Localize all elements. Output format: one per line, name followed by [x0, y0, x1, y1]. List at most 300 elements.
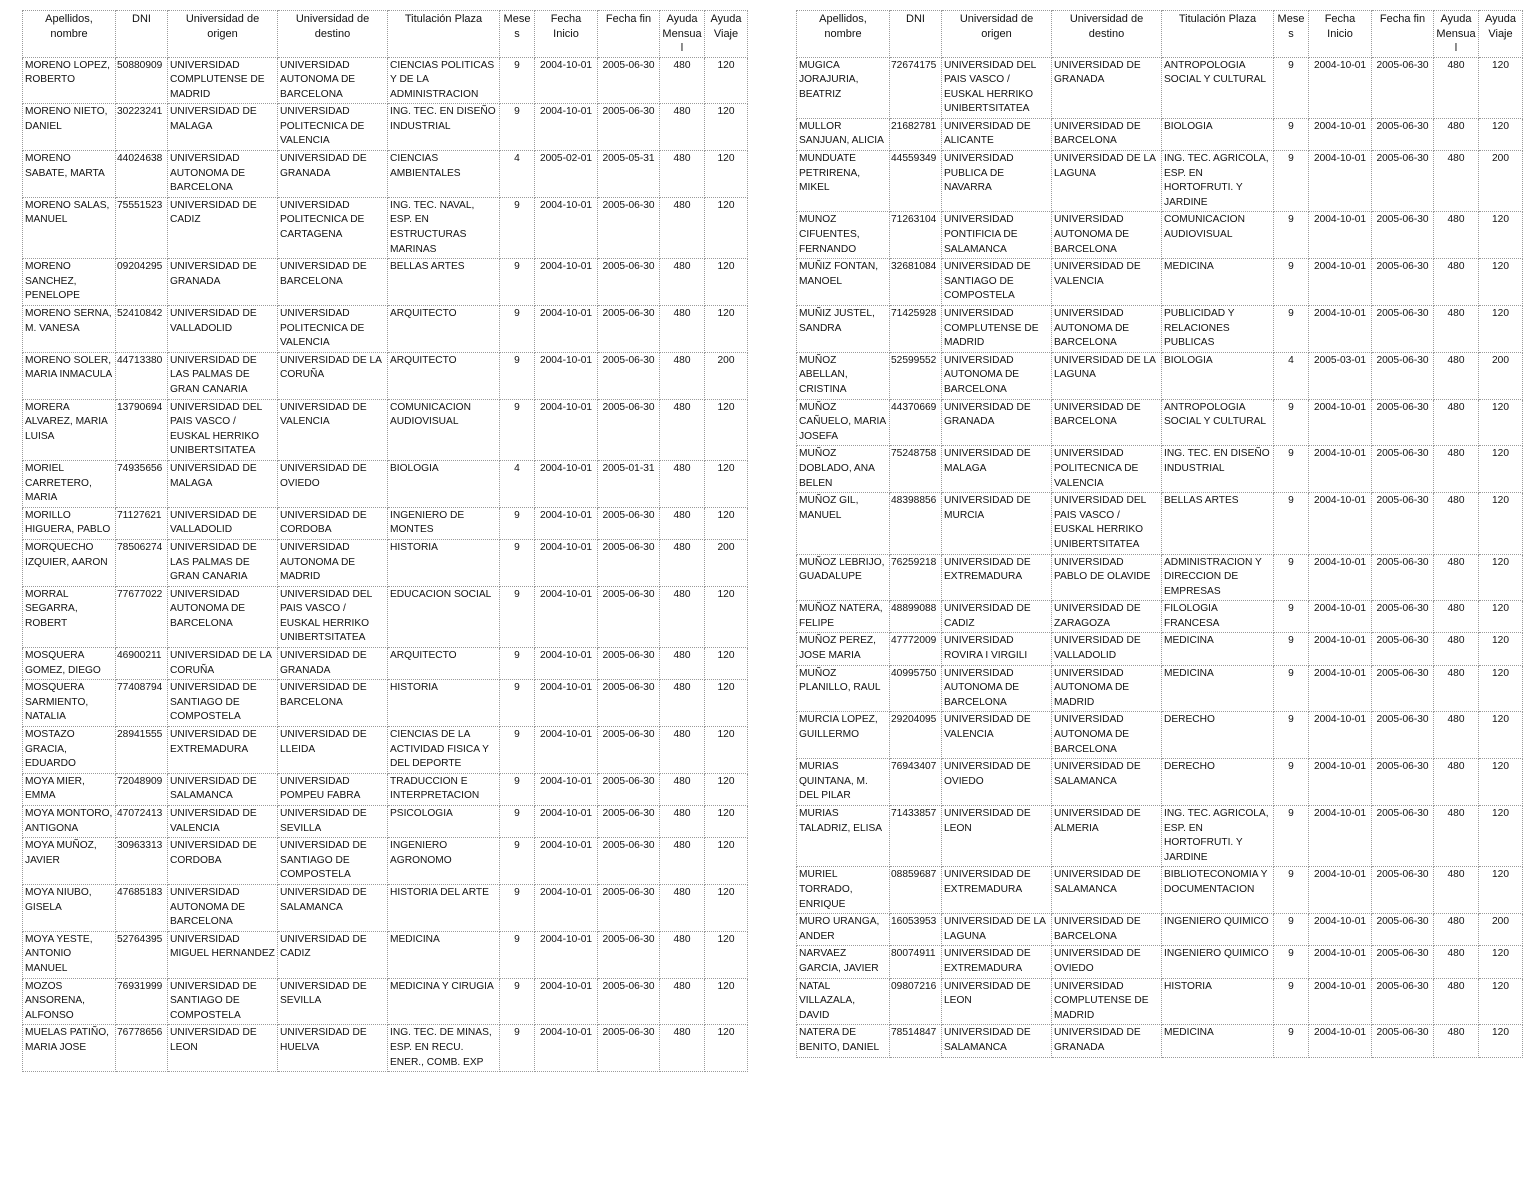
cell-nombre: MORENO SABATE, MARTA: [23, 151, 116, 198]
cell-fecha-inicio: 2004-10-01: [535, 648, 598, 680]
cell-nombre: MOSQUERA GOMEZ, DIEGO: [23, 648, 116, 680]
table-row: [797, 665, 1523, 712]
cell-universidad-destino: UNIVERSIDAD DEL PAIS VASCO / EUSKAL HERRIKO UNIBERTSITATEA: [278, 586, 388, 647]
cell-universidad-origen: UNIVERSIDAD DE EXTREMADURA: [168, 727, 278, 774]
header-dni: DNI: [890, 11, 942, 58]
cell-ayuda-viaje: 120: [1479, 399, 1523, 446]
cell-meses: 9: [500, 399, 535, 460]
cell-nombre: MUÑOZ PEREZ, JOSE MARIA: [797, 633, 890, 665]
cell-dni: 09807216: [890, 978, 942, 1025]
cell-dni: 76931999: [116, 978, 168, 1025]
header-fecha-fin: Fecha fin: [1372, 11, 1434, 58]
cell-dni: 72048909: [116, 773, 168, 805]
cell-universidad-destino: UNIVERSIDAD DE ALMERIA: [1052, 806, 1162, 867]
cell-nombre: MORERA ALVAREZ, MARIA LUISA: [23, 399, 116, 460]
table-row: [23, 539, 748, 586]
cell-fecha-inicio: 2004-10-01: [1309, 493, 1372, 554]
cell-universidad-origen: UNIVERSIDAD MIGUEL HERNANDEZ: [168, 931, 278, 978]
header-fecha-inicio: Fecha Inicio: [535, 11, 598, 58]
cell-nombre: MUÑOZ NATERA, FELIPE: [797, 601, 890, 633]
table-row: [23, 727, 748, 774]
cell-universidad-destino: UNIVERSIDAD DE VALENCIA: [278, 399, 388, 460]
cell-fecha-fin: 2005-06-30: [1372, 1025, 1434, 1057]
header-row: [23, 11, 748, 58]
cell-nombre: MURO URANGA, ANDER: [797, 914, 890, 946]
cell-meses: 9: [1274, 1025, 1309, 1057]
cell-titulacion: BIOLOGIA: [1162, 118, 1274, 150]
header-fecha-fin: Fecha fin: [598, 11, 660, 58]
cell-ayuda-viaje: 120: [705, 399, 748, 460]
cell-titulacion: HISTORIA: [388, 539, 500, 586]
cell-dni: 16053953: [890, 914, 942, 946]
cell-dni: 77677022: [116, 586, 168, 647]
cell-universidad-origen: UNIVERSIDAD DE LA LAGUNA: [942, 914, 1052, 946]
cell-nombre: MORIEL CARRETERO, MARIA: [23, 460, 116, 507]
cell-ayuda-viaje: 120: [705, 460, 748, 507]
cell-nombre: MOYA MIER, EMMA: [23, 773, 116, 805]
cell-fecha-inicio: 2004-10-01: [535, 306, 598, 353]
cell-universidad-origen: UNIVERSIDAD DEL PAIS VASCO / EUSKAL HERRIKO UNIBERTSITATEA: [168, 399, 278, 460]
cell-dni: 76943407: [890, 759, 942, 806]
cell-meses: 9: [1274, 259, 1309, 306]
cell-ayuda-viaje: 120: [1479, 712, 1523, 759]
cell-ayuda-mensual: 480: [1434, 118, 1479, 150]
cell-ayuda-viaje: 120: [1479, 665, 1523, 712]
cell-ayuda-mensual: 480: [1434, 306, 1479, 353]
cell-dni: 44024638: [116, 151, 168, 198]
cell-ayuda-viaje: 120: [1479, 1025, 1523, 1057]
table-row: [797, 493, 1523, 554]
cell-ayuda-mensual: 480: [1434, 601, 1479, 633]
table-row: [797, 118, 1523, 150]
cell-ayuda-viaje: 120: [1479, 946, 1523, 978]
table-row: [23, 838, 748, 885]
cell-fecha-fin: 2005-06-30: [598, 57, 660, 104]
table-row: [23, 680, 748, 727]
table-row: [23, 586, 748, 647]
cell-meses: 9: [500, 727, 535, 774]
cell-universidad-origen: UNIVERSIDAD AUTONOMA DE BARCELONA: [168, 586, 278, 647]
header-nombre: Apellidos, nombre: [797, 11, 890, 58]
cell-universidad-destino: UNIVERSIDAD DE VALLADOLID: [1052, 633, 1162, 665]
cell-titulacion: ARQUITECTO: [388, 306, 500, 353]
cell-dni: 78514847: [890, 1025, 942, 1057]
cell-universidad-origen: UNIVERSIDAD DE VALENCIA: [168, 806, 278, 838]
header-origen: Universidad de origen: [942, 11, 1052, 58]
cell-meses: 9: [500, 507, 535, 539]
cell-titulacion: MEDICINA: [388, 931, 500, 978]
cell-universidad-origen: UNIVERSIDAD PUBLICA DE NAVARRA: [942, 151, 1052, 212]
cell-titulacion: COMUNICACION AUDIOVISUAL: [1162, 212, 1274, 259]
table-row: [797, 867, 1523, 914]
cell-fecha-inicio: 2004-10-01: [1309, 259, 1372, 306]
table-row: [797, 759, 1523, 806]
cell-meses: 9: [1274, 493, 1309, 554]
cell-meses: 9: [500, 57, 535, 104]
cell-dni: 44559349: [890, 151, 942, 212]
table-row: [797, 712, 1523, 759]
cell-ayuda-viaje: 120: [1479, 259, 1523, 306]
cell-ayuda-mensual: 480: [660, 884, 705, 931]
cell-ayuda-mensual: 480: [1434, 978, 1479, 1025]
table-row: [23, 1025, 748, 1072]
cell-fecha-fin: 2005-06-30: [1372, 978, 1434, 1025]
cell-fecha-fin: 2005-06-30: [1372, 554, 1434, 601]
cell-ayuda-mensual: 480: [660, 648, 705, 680]
cell-universidad-destino: UNIVERSIDAD DE BARCELONA: [1052, 399, 1162, 446]
cell-titulacion: ARQUITECTO: [388, 648, 500, 680]
cell-universidad-destino: UNIVERSIDAD AUTONOMA DE BARCELONA: [1052, 306, 1162, 353]
cell-nombre: MORENO SOLER, MARIA INMACULA: [23, 352, 116, 399]
cell-nombre: MOYA NIUBO, GISELA: [23, 884, 116, 931]
cell-fecha-inicio: 2004-10-01: [1309, 554, 1372, 601]
cell-ayuda-mensual: 480: [660, 1025, 705, 1072]
cell-fecha-inicio: 2004-10-01: [1309, 665, 1372, 712]
cell-titulacion: PUBLICIDAD Y RELACIONES PUBLICAS: [1162, 306, 1274, 353]
cell-ayuda-mensual: 480: [660, 104, 705, 151]
cell-fecha-inicio: 2004-10-01: [1309, 212, 1372, 259]
cell-titulacion: INGENIERO DE MONTES: [388, 507, 500, 539]
header-ayuda-viaje: Ayuda Viaje: [1479, 11, 1523, 58]
cell-nombre: NATERA DE BENITO, DANIEL: [797, 1025, 890, 1057]
table-row: [23, 648, 748, 680]
cell-titulacion: INGENIERO QUIMICO: [1162, 946, 1274, 978]
cell-universidad-destino: UNIVERSIDAD DE SEVILLA: [278, 978, 388, 1025]
cell-titulacion: FILOLOGIA FRANCESA: [1162, 601, 1274, 633]
cell-nombre: MORENO SANCHEZ, PENELOPE: [23, 259, 116, 306]
cell-titulacion: HISTORIA: [1162, 978, 1274, 1025]
cell-ayuda-mensual: 480: [660, 151, 705, 198]
cell-ayuda-mensual: 480: [660, 399, 705, 460]
table-row: [23, 352, 748, 399]
cell-titulacion: EDUCACION SOCIAL: [388, 586, 500, 647]
table-row: [797, 978, 1523, 1025]
cell-ayuda-mensual: 480: [660, 806, 705, 838]
cell-fecha-inicio: 2004-10-01: [1309, 306, 1372, 353]
cell-ayuda-viaje: 120: [705, 104, 748, 151]
cell-dni: 71127621: [116, 507, 168, 539]
cell-universidad-destino: UNIVERSIDAD POLITECNICA DE VALENCIA: [278, 104, 388, 151]
cell-fecha-fin: 2005-06-30: [1372, 399, 1434, 446]
cell-fecha-fin: 2005-05-31: [598, 151, 660, 198]
cell-titulacion: ING. TEC. DE MINAS, ESP. EN RECU. ENER., COMB. EXP: [388, 1025, 500, 1072]
cell-meses: 9: [500, 1025, 535, 1072]
cell-meses: 9: [1274, 118, 1309, 150]
table-row: [23, 104, 748, 151]
cell-universidad-destino: UNIVERSIDAD DE GRANADA: [1052, 57, 1162, 118]
cell-ayuda-viaje: 120: [705, 838, 748, 885]
cell-ayuda-viaje: 120: [705, 586, 748, 647]
cell-fecha-fin: 2005-06-30: [598, 539, 660, 586]
cell-dni: 47072413: [116, 806, 168, 838]
cell-universidad-destino: UNIVERSIDAD DE BARCELONA: [1052, 914, 1162, 946]
cell-ayuda-mensual: 480: [660, 727, 705, 774]
cell-fecha-fin: 2005-06-30: [598, 399, 660, 460]
cell-nombre: MOSQUERA SARMIENTO, NATALIA: [23, 680, 116, 727]
cell-meses: 9: [1274, 57, 1309, 118]
cell-meses: 9: [500, 539, 535, 586]
cell-dni: 30963313: [116, 838, 168, 885]
cell-meses: 9: [500, 197, 535, 258]
cell-meses: 9: [1274, 446, 1309, 493]
table-body-right: [797, 57, 1523, 1057]
cell-nombre: MOSTAZO GRACIA, EDUARDO: [23, 727, 116, 774]
cell-meses: 9: [500, 773, 535, 805]
cell-fecha-inicio: 2004-10-01: [535, 1025, 598, 1072]
table-row: [797, 554, 1523, 601]
cell-universidad-origen: UNIVERSIDAD DE LEON: [168, 1025, 278, 1072]
cell-universidad-destino: UNIVERSIDAD DE LA LAGUNA: [1052, 352, 1162, 399]
cell-universidad-destino: UNIVERSIDAD DE BARCELONA: [278, 259, 388, 306]
cell-meses: 9: [500, 838, 535, 885]
cell-nombre: MURIEL TORRADO, ENRIQUE: [797, 867, 890, 914]
cell-meses: 9: [1274, 806, 1309, 867]
cell-meses: 9: [1274, 399, 1309, 446]
cell-titulacion: MEDICINA Y CIRUGIA: [388, 978, 500, 1025]
cell-ayuda-mensual: 480: [660, 57, 705, 104]
cell-dni: 29204095: [890, 712, 942, 759]
cell-fecha-fin: 2005-01-31: [598, 460, 660, 507]
table-row: [23, 460, 748, 507]
cell-meses: 4: [500, 460, 535, 507]
cell-fecha-inicio: 2004-10-01: [1309, 57, 1372, 118]
table-row: [797, 57, 1523, 118]
cell-fecha-inicio: 2004-10-01: [535, 727, 598, 774]
cell-dni: 28941555: [116, 727, 168, 774]
cell-universidad-origen: UNIVERSIDAD DEL PAIS VASCO / EUSKAL HERRIKO UNIBERTSITATEA: [942, 57, 1052, 118]
cell-ayuda-mensual: 480: [660, 259, 705, 306]
cell-universidad-origen: UNIVERSIDAD DE MALAGA: [168, 460, 278, 507]
cell-universidad-origen: UNIVERSIDAD DE CADIZ: [942, 601, 1052, 633]
cell-fecha-inicio: 2004-10-01: [1309, 712, 1372, 759]
cell-ayuda-mensual: 480: [1434, 212, 1479, 259]
header-fecha-inicio: Fecha Inicio: [1309, 11, 1372, 58]
cell-universidad-origen: UNIVERSIDAD DE VALLADOLID: [168, 306, 278, 353]
cell-fecha-fin: 2005-06-30: [1372, 806, 1434, 867]
cell-universidad-destino: UNIVERSIDAD DE OVIEDO: [1052, 946, 1162, 978]
cell-ayuda-mensual: 480: [1434, 914, 1479, 946]
header-titulacion: Titulación Plaza: [388, 11, 500, 58]
cell-titulacion: INGENIERO QUIMICO: [1162, 914, 1274, 946]
cell-dni: 71425928: [890, 306, 942, 353]
cell-nombre: MUNOZ CIFUENTES, FERNANDO: [797, 212, 890, 259]
cell-universidad-destino: UNIVERSIDAD DE OVIEDO: [278, 460, 388, 507]
cell-fecha-fin: 2005-06-30: [598, 197, 660, 258]
cell-universidad-origen: UNIVERSIDAD DE CADIZ: [168, 197, 278, 258]
cell-ayuda-viaje: 120: [705, 884, 748, 931]
cell-universidad-destino: UNIVERSIDAD DE CORDOBA: [278, 507, 388, 539]
cell-ayuda-mensual: 480: [660, 838, 705, 885]
table-row: [797, 946, 1523, 978]
cell-universidad-origen: UNIVERSIDAD DE LAS PALMAS DE GRAN CANARIA: [168, 539, 278, 586]
cell-titulacion: ING. TEC. EN DISEÑO INDUSTRIAL: [388, 104, 500, 151]
cell-fecha-inicio: 2004-10-01: [1309, 978, 1372, 1025]
header-destino: Universidad de destino: [278, 11, 388, 58]
cell-dni: 77408794: [116, 680, 168, 727]
cell-ayuda-viaje: 120: [1479, 978, 1523, 1025]
cell-universidad-destino: UNIVERSIDAD AUTONOMA DE MADRID: [278, 539, 388, 586]
cell-dni: 52764395: [116, 931, 168, 978]
cell-nombre: MUELAS PATIÑO, MARIA JOSE: [23, 1025, 116, 1072]
cell-ayuda-viaje: 200: [705, 539, 748, 586]
cell-dni: 72674175: [890, 57, 942, 118]
table-row: [797, 806, 1523, 867]
cell-fecha-inicio: 2004-10-01: [1309, 399, 1372, 446]
cell-universidad-origen: UNIVERSIDAD DE LAS PALMAS DE GRAN CANARIA: [168, 352, 278, 399]
cell-ayuda-viaje: 120: [1479, 118, 1523, 150]
cell-ayuda-viaje: 120: [1479, 601, 1523, 633]
cell-universidad-destino: UNIVERSIDAD DE GRANADA: [1052, 1025, 1162, 1057]
cell-ayuda-viaje: 120: [1479, 446, 1523, 493]
cell-fecha-fin: 2005-06-30: [598, 838, 660, 885]
header-nombre: Apellidos, nombre: [23, 11, 116, 58]
cell-nombre: NATAL VILLAZALA, DAVID: [797, 978, 890, 1025]
cell-fecha-fin: 2005-06-30: [1372, 867, 1434, 914]
table-row: [23, 197, 748, 258]
cell-fecha-fin: 2005-06-30: [598, 727, 660, 774]
cell-meses: 9: [500, 104, 535, 151]
cell-titulacion: BIOLOGIA: [388, 460, 500, 507]
cell-titulacion: MEDICINA: [1162, 633, 1274, 665]
table-row: [23, 773, 748, 805]
cell-fecha-inicio: 2004-10-01: [1309, 601, 1372, 633]
cell-titulacion: MEDICINA: [1162, 665, 1274, 712]
table-row: [797, 151, 1523, 212]
cell-titulacion: MEDICINA: [1162, 259, 1274, 306]
cell-titulacion: DERECHO: [1162, 759, 1274, 806]
cell-ayuda-mensual: 480: [1434, 665, 1479, 712]
cell-ayuda-viaje: 120: [1479, 493, 1523, 554]
cell-universidad-origen: UNIVERSIDAD DE MALAGA: [942, 446, 1052, 493]
cell-dni: 80074911: [890, 946, 942, 978]
cell-meses: 9: [1274, 946, 1309, 978]
cell-dni: 32681084: [890, 259, 942, 306]
left-page: [22, 10, 747, 1072]
cell-titulacion: ING. TEC. EN DISEÑO INDUSTRIAL: [1162, 446, 1274, 493]
cell-meses: 9: [1274, 633, 1309, 665]
cell-meses: 9: [500, 648, 535, 680]
cell-ayuda-viaje: 200: [705, 352, 748, 399]
cell-fecha-fin: 2005-06-30: [598, 507, 660, 539]
cell-nombre: MORENO SALAS, MANUEL: [23, 197, 116, 258]
cell-meses: 9: [1274, 601, 1309, 633]
cell-universidad-destino: UNIVERSIDAD AUTONOMA DE BARCELONA: [1052, 712, 1162, 759]
cell-universidad-origen: UNIVERSIDAD DE OVIEDO: [942, 759, 1052, 806]
cell-ayuda-mensual: 480: [660, 197, 705, 258]
cell-fecha-fin: 2005-06-30: [598, 259, 660, 306]
cell-fecha-fin: 2005-06-30: [598, 884, 660, 931]
table-row: [797, 399, 1523, 446]
cell-ayuda-viaje: 120: [1479, 57, 1523, 118]
cell-nombre: MUÑIZ FONTAN, MANOEL: [797, 259, 890, 306]
cell-ayuda-viaje: 120: [705, 197, 748, 258]
cell-fecha-inicio: 2004-10-01: [1309, 914, 1372, 946]
cell-universidad-origen: UNIVERSIDAD DE VALENCIA: [942, 712, 1052, 759]
header-destino: Universidad de destino: [1052, 11, 1162, 58]
cell-fecha-inicio: 2004-10-01: [535, 352, 598, 399]
cell-universidad-destino: UNIVERSIDAD DE SANTIAGO DE COMPOSTELA: [278, 838, 388, 885]
header-ayuda-viaje: Ayuda Viaje: [705, 11, 748, 58]
cell-fecha-inicio: 2004-10-01: [1309, 151, 1372, 212]
cell-universidad-origen: UNIVERSIDAD COMPLUTENSE DE MADRID: [942, 306, 1052, 353]
header-ayuda-mensual: Ayuda Mensual: [660, 11, 705, 58]
cell-universidad-destino: UNIVERSIDAD COMPLUTENSE DE MADRID: [1052, 978, 1162, 1025]
cell-titulacion: BIBLIOTECONOMIA Y DOCUMENTACION: [1162, 867, 1274, 914]
cell-fecha-inicio: 2004-10-01: [535, 197, 598, 258]
cell-universidad-destino: UNIVERSIDAD DE HUELVA: [278, 1025, 388, 1072]
cell-fecha-inicio: 2004-10-01: [535, 806, 598, 838]
cell-titulacion: ING. TEC. AGRICOLA, ESP. EN HORTOFRUTI. Y JARDINE: [1162, 151, 1274, 212]
cell-nombre: MOZOS ANSORENA, ALFONSO: [23, 978, 116, 1025]
cell-fecha-fin: 2005-06-30: [1372, 212, 1434, 259]
cell-nombre: MORENO SERNA, M. VANESA: [23, 306, 116, 353]
cell-ayuda-viaje: 120: [705, 680, 748, 727]
cell-titulacion: TRADUCCION E INTERPRETACION: [388, 773, 500, 805]
cell-fecha-fin: 2005-06-30: [1372, 306, 1434, 353]
cell-ayuda-viaje: 120: [705, 57, 748, 104]
cell-universidad-origen: UNIVERSIDAD DE ALICANTE: [942, 118, 1052, 150]
cell-ayuda-viaje: 120: [705, 648, 748, 680]
cell-titulacion: BELLAS ARTES: [388, 259, 500, 306]
cell-meses: 9: [1274, 914, 1309, 946]
cell-fecha-fin: 2005-06-30: [1372, 493, 1434, 554]
cell-universidad-origen: UNIVERSIDAD DE CORDOBA: [168, 838, 278, 885]
cell-universidad-destino: UNIVERSIDAD POLITECNICA DE CARTAGENA: [278, 197, 388, 258]
cell-ayuda-viaje: 120: [1479, 633, 1523, 665]
cell-universidad-destino: UNIVERSIDAD AUTONOMA DE BARCELONA: [1052, 212, 1162, 259]
cell-universidad-origen: UNIVERSIDAD DE EXTREMADURA: [942, 867, 1052, 914]
cell-ayuda-mensual: 480: [660, 978, 705, 1025]
cell-dni: 13790694: [116, 399, 168, 460]
cell-fecha-inicio: 2004-10-01: [535, 680, 598, 727]
cell-dni: 71263104: [890, 212, 942, 259]
cell-fecha-fin: 2005-06-30: [598, 104, 660, 151]
cell-fecha-fin: 2005-06-30: [1372, 665, 1434, 712]
cell-ayuda-mensual: 480: [1434, 759, 1479, 806]
cell-ayuda-mensual: 480: [1434, 946, 1479, 978]
cell-fecha-fin: 2005-06-30: [598, 773, 660, 805]
cell-nombre: MUGICA JORAJURIA, BEATRIZ: [797, 57, 890, 118]
cell-universidad-origen: UNIVERSIDAD ROVIRA I VIRGILI: [942, 633, 1052, 665]
cell-ayuda-mensual: 480: [1434, 259, 1479, 306]
cell-dni: 46900211: [116, 648, 168, 680]
cell-universidad-destino: UNIVERSIDAD DE SALAMANCA: [278, 884, 388, 931]
table-row: [23, 259, 748, 306]
cell-ayuda-viaje: 120: [1479, 759, 1523, 806]
cell-meses: 9: [1274, 212, 1309, 259]
cell-ayuda-mensual: 480: [660, 586, 705, 647]
cell-titulacion: CIENCIAS AMBIENTALES: [388, 151, 500, 198]
cell-universidad-origen: UNIVERSIDAD DE MURCIA: [942, 493, 1052, 554]
cell-ayuda-viaje: 200: [1479, 914, 1523, 946]
cell-universidad-destino: UNIVERSIDAD DE VALENCIA: [1052, 259, 1162, 306]
cell-meses: 9: [500, 884, 535, 931]
cell-fecha-fin: 2005-06-30: [598, 806, 660, 838]
cell-nombre: MULLOR SANJUAN, ALICIA: [797, 118, 890, 150]
cell-dni: 47772009: [890, 633, 942, 665]
cell-titulacion: BELLAS ARTES: [1162, 493, 1274, 554]
cell-nombre: MUÑOZ LEBRIJO, GUADALUPE: [797, 554, 890, 601]
cell-universidad-origen: UNIVERSIDAD DE MALAGA: [168, 104, 278, 151]
cell-fecha-inicio: 2004-10-01: [1309, 946, 1372, 978]
cell-dni: 75551523: [116, 197, 168, 258]
cell-meses: 9: [1274, 151, 1309, 212]
header-ayuda-mensual: Ayuda Mensual: [1434, 11, 1479, 58]
cell-fecha-inicio: 2004-10-01: [535, 978, 598, 1025]
cell-universidad-origen: UNIVERSIDAD DE LA CORUÑA: [168, 648, 278, 680]
cell-nombre: MUÑOZ CAÑUELO, MARIA JOSEFA: [797, 399, 890, 446]
cell-titulacion: COMUNICACION AUDIOVISUAL: [388, 399, 500, 460]
